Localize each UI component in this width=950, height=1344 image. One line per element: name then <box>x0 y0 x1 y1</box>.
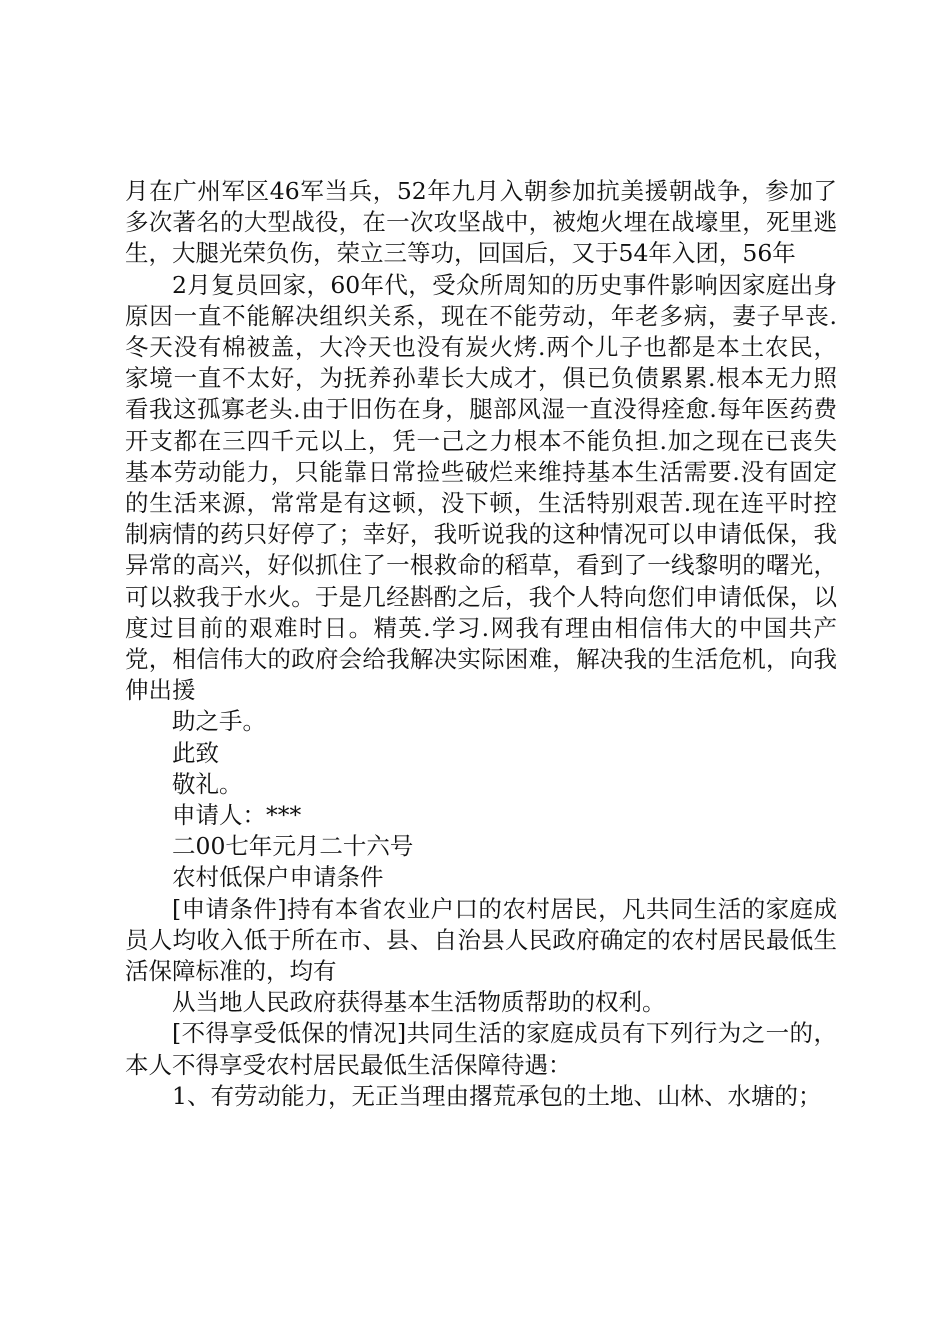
paragraph-service-history: 月在广州军区46军当兵，52年九月入朝参加抗美援朝战争，参加了多次著名的大型战役，在一次攻坚战中，被炮火埋在战壕里，死里逃生，大腿光荣负伤，荣立三等功，回国后，又于54年入团，56年 <box>125 177 837 268</box>
closing-respect: 敬礼。 <box>172 769 243 798</box>
paragraph-help-hand: 助之手。 <box>172 707 266 736</box>
document-body <box>125 176 837 1112</box>
paragraph-hardship-description: 2月复员回家，60年代，受众所周知的历史事件影响因家庭出身原因一直不能解决组织关系，现在不能劳动，年老多病，妻子早丧.冬天没有棉被盖，大冷天也没有炭火烤.两个儿子也都是本土农民，家境一直不太好，为抚养孙辈长大成才，俱已负债累累.根本无力照看我这孤寡老头.由于旧伤在身，腿部风湿一直没得痊愈.每年医药费开支都在三四千元以上，凭一己之力根本不能负担.加之现在已丧失基本劳动能力，只能靠日常捡些破烂来维持基本生活需要.没有固定的生活来源，常常是有这顿，没下顿，生活特别艰苦.现在连平时控制病情的药只好停了；幸好，我听说我的这种情况可以申请低保，我异常的高兴，好似抓住了一根救命的稻草，看到了一线黎明的曙光，可以救我于水火。于是几经斟酌之后，我个人特向您们申请低保，以度过目前的艰难时日。精英.学习.网我有理由相信伟大的中国共产党，相信伟大的政府会给我解决实际困难，解决我的生活危机，向我伸出援 <box>125 270 837 705</box>
application-date: 二00七年元月二十六号 <box>172 832 414 861</box>
section-title: 农村低保户申请条件 <box>172 863 384 892</box>
applicant-signature: 申请人：*** <box>172 801 302 830</box>
list-item-condition-1: 1、有劳动能力，无正当理由撂荒承包的土地、山林、水塘的； <box>172 1081 822 1110</box>
paragraph-application-conditions: [申请条件]持有本省农业户口的农村居民，凡共同生活的家庭成员人均收入低于所在市、县、自治县人民政府确定的农村居民最低生活保障标准的，均有 <box>125 894 837 986</box>
paragraph-right-to-assistance: 从当地人民政府获得基本生活物质帮助的权利。 <box>172 988 666 1017</box>
paragraph-ineligible-conditions: [不得享受低保的情况]共同生活的家庭成员有下列行为之一的，本人不得享受农村居民最低生活保障待遇： <box>125 1019 837 1079</box>
closing-salutation: 此致 <box>172 738 219 767</box>
